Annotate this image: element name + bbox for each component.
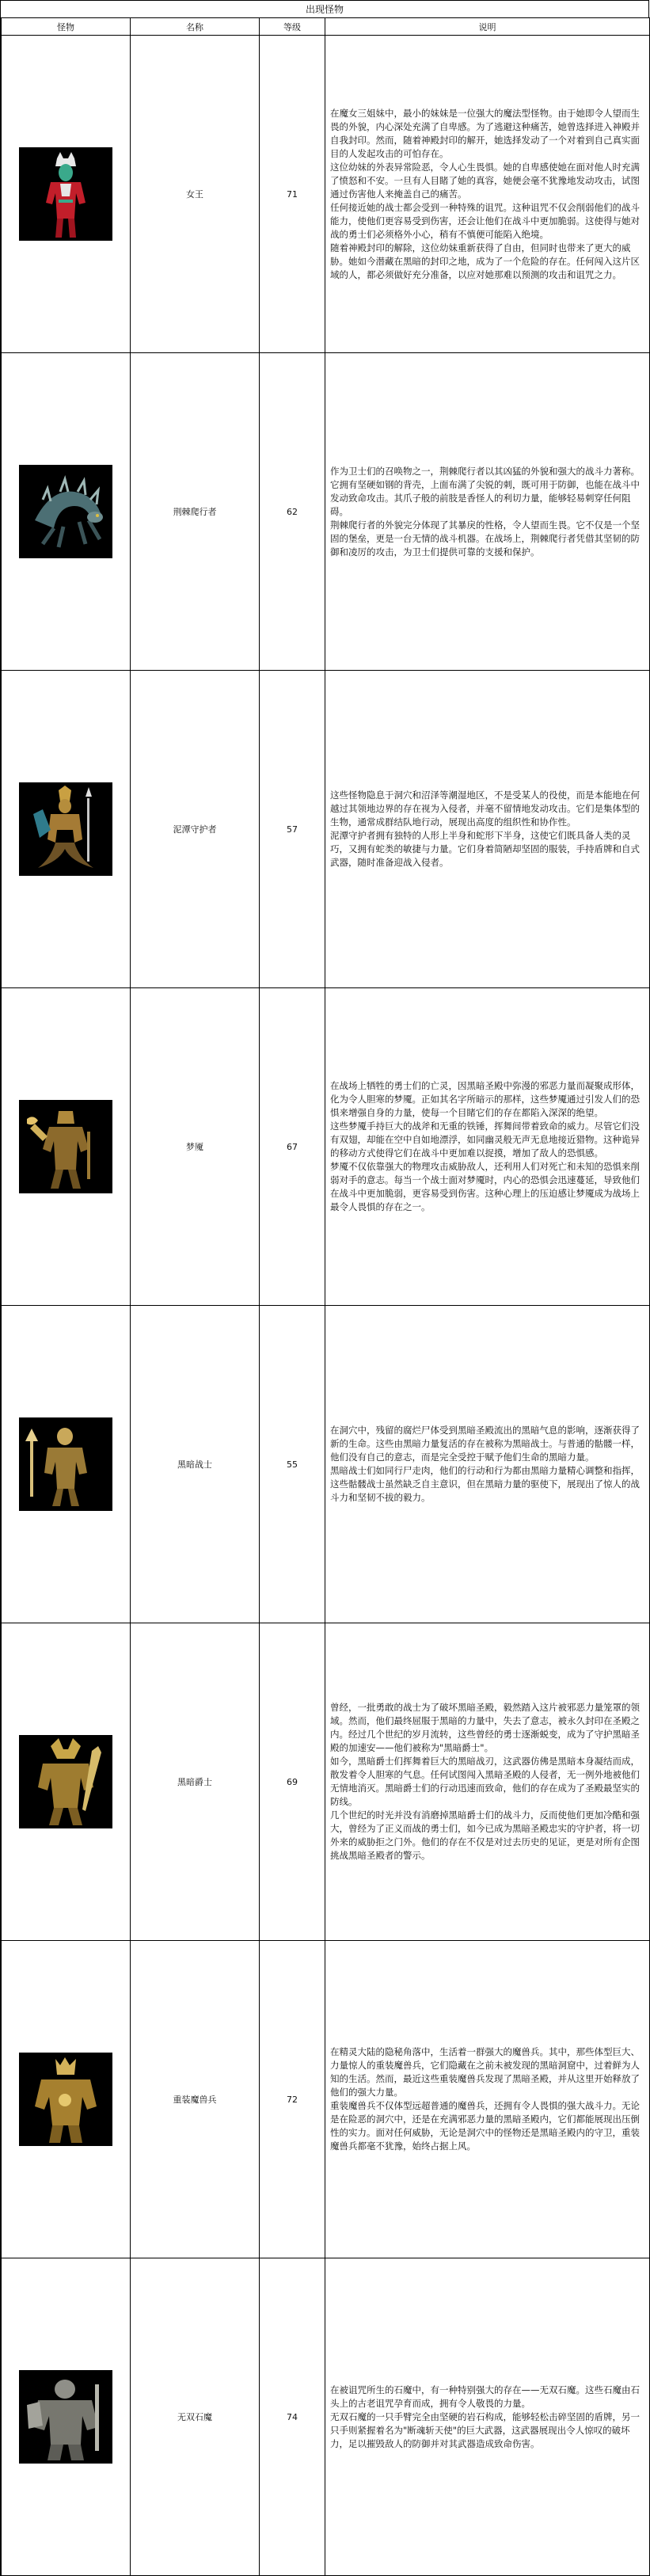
- monster-image-cell: [2, 2258, 131, 2576]
- monster-level: 57: [260, 671, 325, 988]
- monster-image-cell: [2, 1941, 131, 2258]
- header-name: 名称: [131, 18, 260, 36]
- monster-level: 72: [260, 1941, 325, 2258]
- swamp-guardian-figure-icon: [19, 782, 112, 876]
- peerless-stone-demon-figure-icon: [19, 2370, 112, 2464]
- table-row: [2, 1941, 650, 2258]
- monster-image-cell: [2, 1623, 131, 1941]
- description-paragraph: 在被诅咒所生的石魔中，有一种特别强大的存在——无双石魔。这些石魔由石头上的古老诅咒孕育而成，拥有令人敬畏的力量。: [330, 2384, 640, 2409]
- monster-name: 女王: [131, 36, 260, 353]
- monster-image-cell: [2, 36, 131, 353]
- monster-image-cell: [2, 353, 131, 671]
- description-paragraph: 作为卫士们的召唤物之一，荆棘爬行者以其凶猛的外貌和强大的战斗力著称。它拥有坚硬如钢的背壳，上面布满了尖锐的刺，既可用于防御，也能在战斗中发动致命攻击。其爪子般的前肢是香怪人的利切力量，能够轻易刺穿任何阻碍。: [330, 465, 640, 517]
- monster-table: [1, 17, 650, 2576]
- monster-name: 泥潭守护者: [131, 671, 260, 988]
- description-paragraph: 这些怪物隐息于洞穴和沼泽等潮湿地区，不是受某人的役使，而是本能地在何越过其领地边界的存在视为入侵者，并毫不留情地发动攻击。它们是集体型的生物，通常成群结队地行动，展现出高度的组织性和协作性。: [330, 790, 640, 828]
- queen-figure-icon: [19, 147, 112, 241]
- monster-name: 黑暗战士: [131, 1306, 260, 1623]
- monster-image-cell: [2, 671, 131, 988]
- description-paragraph: 任何接近她的战士都会受到一种特殊的诅咒。这种诅咒不仅会削弱他们的战斗能力，使他们更容易受到伤害，还会让他们在战斗中更加脆弱。这使得与她对战的勇士们必须格外小心，稍有不慎便可能陷入绝境。: [330, 201, 640, 240]
- monster-level: 55: [260, 1306, 325, 1623]
- monster-level: 69: [260, 1623, 325, 1941]
- monster-description: [325, 36, 650, 353]
- monster-description: [325, 1623, 650, 1941]
- monster-description: [325, 1941, 650, 2258]
- monster-name: 荆棘爬行者: [131, 353, 260, 671]
- description-paragraph: 这些梦魇手持巨大的战斧和无重的铁锤，挥舞间带着致命的威力。尽管它们没有双翅，却能在空中自如地漂浮，如同幽灵般无声无息地接近猎物。这种诡异的移动方式使得它们在战斗中更加难以捉摸，增加了敌人的恐惧感。: [330, 1121, 640, 1159]
- table-row: [2, 1623, 650, 1941]
- description-paragraph: 梦魇不仅依靠强大的物理攻击威胁敌人，还利用人们对死亡和未知的恐惧来削弱对手的意志。每当一个战士面对梦魇时，内心的恐惧会迅速蔓延，导致他们在战斗中更加脆弱，更容易受到伤害。这种心理上的压迫感让梦魇成为战场上最令人畏惧的存在之一。: [330, 1161, 640, 1212]
- monster-name: 梦魇: [131, 988, 260, 1306]
- monster-image-cell: [2, 988, 131, 1306]
- table-row: [2, 671, 650, 988]
- description-paragraph: 荆棘爬行者的外貌完分体现了其暴戾的性格，令人望而生畏。它不仅是一个坚固的堡垒，更是一台无情的战斗机器。在战场上，荆棘爬行者凭借其坚韧的防御和凌厉的攻击，为卫士们提供可靠的支援和保护。: [330, 519, 640, 557]
- description-paragraph: 在魔女三姐妹中，最小的妹妹是一位强大的魔法型怪物。由于她即令人望而生畏的外貌，内心深处充满了自卑感。为了逃避这种痛苦，她曾选择进入神殿并自我封印。然而，随着神殿封印的解开，她选择发动了一个对着到自己真实面目的人发起攻击的可怕存在。: [330, 107, 640, 159]
- description-paragraph: 泥潭守护者拥有独特的人形上半身和蛇形下半身，这使它们既具备人类的灵巧，又拥有蛇类的敏捷与力量。它们身着简陋却坚固的服装，手持盾牌和自式武器，随时准备迎战入侵者。: [330, 830, 640, 868]
- header-level: 等级: [260, 18, 325, 36]
- monster-level: 67: [260, 988, 325, 1306]
- monster-name: 黑暗爵士: [131, 1623, 260, 1941]
- header-row: [2, 18, 650, 36]
- table-row: [2, 36, 650, 353]
- nightmare-figure-icon: [19, 1100, 112, 1193]
- monster-image-cell: [2, 1306, 131, 1623]
- monster-description: [325, 2258, 650, 2576]
- monster-description: [325, 353, 650, 671]
- monster-level: 74: [260, 2258, 325, 2576]
- table-row: [2, 1306, 650, 1623]
- description-paragraph: 这位幼妹的外表异常险恶，令人心生畏惧。她的自卑感使她在面对他人时充满了愤怒和不安。一旦有人目睹了她的真容，她便会毫不犹豫地发动攻击，试图通过伤害他人来掩盖自己的痛苦。: [330, 161, 640, 200]
- monster-description: [325, 988, 650, 1306]
- table-row: [2, 2258, 650, 2576]
- heavy-beast-soldier-figure-icon: [19, 2053, 112, 2146]
- description-paragraph: 黑暗战士们如同行尸走肉，他们的行动和行为都由黑暗力量精心调整和指挥，这些骷髅战士虽然缺乏自主意识，但在黑暗力量的驱使下，展现出了惊人的战斗力和坚韧不拔的毅力。: [330, 1465, 640, 1503]
- header-monster: 怪物: [2, 18, 131, 36]
- sheet-title: 出现怪物: [1, 0, 649, 17]
- monster-level: 71: [260, 36, 325, 353]
- thorn-crawler-figure-icon: [19, 465, 112, 558]
- description-paragraph: 几个世纪的时光并没有消磨掉黑暗爵士们的战斗力，反而使他们更加冷酷和强大，曾经为了正义而战的勇士们，如今已成为黑暗圣殿忠实的守护者，将一切外来的威胁拒之门外。他们的存在不仅是对过去历史的见证，更是对所有企图挑战黑暗圣殿者的警示。: [330, 1809, 640, 1861]
- description-paragraph: 在精灵大陆的隐秘角落中，生活着一群强大的魔兽兵。其中，那些体型巨大、力量惊人的重装魔兽兵，它们隐藏在之前未被发现的黑暗洞窟中，过着鲜为人知的生活。然而，最近这些重装魔兽兵发现了黑暗圣殿，并从这里开始释放了他们的强大力量。: [330, 2046, 640, 2098]
- dark-knight-figure-icon: [19, 1735, 112, 1828]
- dark-warrior-figure-icon: [19, 1417, 112, 1511]
- description-paragraph: 曾经，一批勇敢的战士为了破坏黑暗圣殿，毅然踏入这片被邪恶力量笼罩的领域。然而，他们最终屈服于黑暗的力量中，失去了意志，被永久封印在圣殿之内。经过几个世纪的岁月流转，这些曾经的勇士逐渐蜕变，成为了守护黑暗圣殿的加速安——他们被称为"黑暗爵士"。: [330, 1702, 640, 1753]
- description-paragraph: 重装魔兽兵不仅体型远超普通的魔兽兵，还拥有令人畏惧的强大战斗力。无论是在险恶的洞穴中，还是在充满邪恶力量的黑暗圣殿内，它们都能展现出压倒性的实力。面对任何威胁，无论是洞穴中的怪物还是黑暗圣殿内的守卫，重装魔兽兵都毫不犹豫，始终占据上风。: [330, 2100, 640, 2152]
- header-desc: 说明: [325, 18, 650, 36]
- monster-description: [325, 671, 650, 988]
- monster-name: 重装魔兽兵: [131, 1941, 260, 2258]
- table-row: [2, 353, 650, 671]
- description-paragraph: 随着神殿封印的解除，这位幼妹重新获得了自由，但同时也带来了更大的威胁。她如今潜藏在黑暗的封印之地，成为了一个危险的存在。任何闯入这片区域的人，都必须做好充分准备，以应对她那难以预测的攻击和诅咒之力。: [330, 242, 640, 280]
- description-paragraph: 在战场上牺牲的勇士们的亡灵，因黑暗圣殿中弥漫的邪恶力量而凝聚成形体，化为令人胆寒的梦魇。正如其名字所暗示的那样，这些梦魇通过引发人们的恐惧来增强自身的力量，使每一个目睹它们的存在都陷入深深的绝望。: [330, 1080, 640, 1118]
- monster-description: [325, 1306, 650, 1623]
- monster-level: 62: [260, 353, 325, 671]
- description-paragraph: 如今，黑暗爵士们挥舞着巨大的黑暗战刃，这武器仿佛是黑暗本身凝结而成，散发着令人胆寒的气息。任何试图闯入黑暗圣殿的人侵者，无一例外地被他们无情地消灭。黑暗爵士们的行动迅速而致命，他们的存在成为了圣殿最坚实的防线。: [330, 1756, 640, 1807]
- description-paragraph: 在洞穴中，残留的腐烂尸体受到黑暗圣殿流出的黑暗气息的影响，逐渐获得了新的生命。这些由黑暗力量复活的存在被称为黑暗战士。与普通的骷髅一样，他们没有自己的意志，而是完全受控于赋予他们生命的黑暗力量。: [330, 1425, 640, 1463]
- table-row: [2, 988, 650, 1306]
- description-paragraph: 无双石魔的一只手臂完全由坚硬的岩石构成，能够轻松击碎坚固的盾牌，另一只手则紧握着名为"断魂斩天使"的巨大武器，这武器展现出令人惊叹的破坏力，足以摧毁敌人的防御并对其武器造成致命伤害。: [330, 2410, 640, 2449]
- monster-name: 无双石魔: [131, 2258, 260, 2576]
